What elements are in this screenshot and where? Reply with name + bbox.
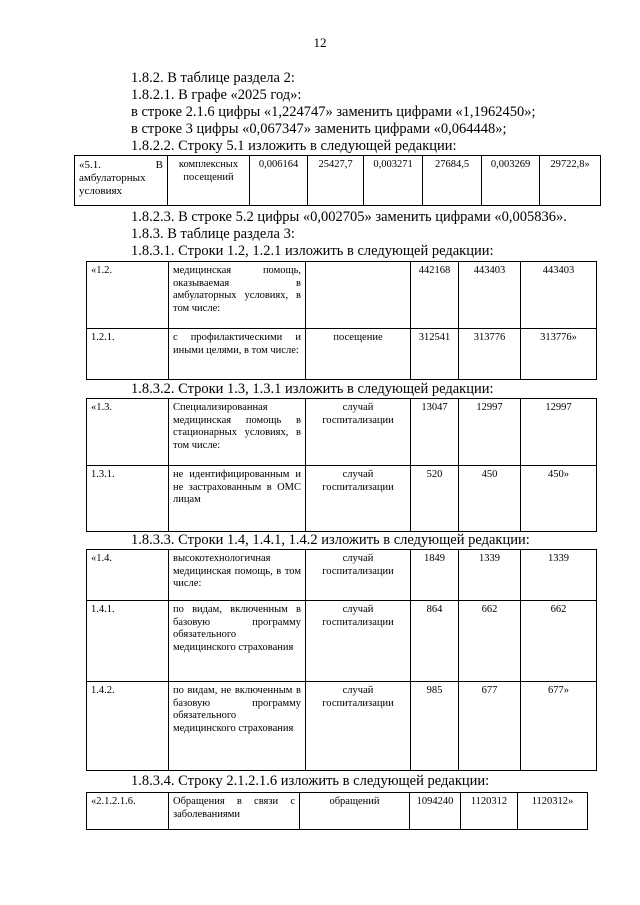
value-cell: 677 [459,682,521,771]
value-cell: 1094240 [410,793,461,830]
table-row [87,793,588,830]
unit-cell: случай госпитализации [306,601,411,682]
item-1-8-2-2: 1.8.2.2. Строку 5.1 изложить в следующей редакции: [131,138,457,154]
unit-cell: случай госпитализации [306,466,411,532]
item-1-8-2-3: 1.8.2.3. В строке 5.2 цифры «0,002705» заменить цифрами «0,005836». [131,209,567,225]
value-cell: 450 [459,466,521,532]
value-cell: 662 [459,601,521,682]
item-1-8-3: 1.8.3. В таблице раздела 3: [131,226,295,242]
item-1-8-3-2: 1.8.3.2. Строки 1.3, 1.3.1 изложить в следующей редакции: [131,381,494,397]
value-cell: 1339 [521,550,597,601]
value-cell: 12997 [459,399,521,466]
unit-cell: посещение [306,329,411,380]
value-cell: 443403 [459,262,521,329]
value-cell: 27684,5 [423,156,482,206]
row-name: по видам, включенным в базовую программу обязательного медицинского страхования [169,601,306,682]
value-cell: 312541 [411,329,459,380]
instruction-row-2-1-6: в строке 2.1.6 цифры «1,224747» заменить цифрами «1,1962450»; [131,104,536,120]
value-cell: 442168 [411,262,459,329]
table-rows-1-4 [86,549,597,771]
value-cell: 0,003271 [364,156,423,206]
row-code: «1.2. [87,262,169,329]
table-row [87,399,597,466]
table-row [87,682,597,771]
row-code: «1.4. [87,550,169,601]
row-name: высокотехнологичная медицинская помощь, в том числе: [169,550,306,601]
value-cell: 313776» [521,329,597,380]
row-code: «5.1. [79,159,101,171]
item-1-8-3-4: 1.8.3.4. Строку 2.1.2.1.6 изложить в следующей редакции: [131,773,490,789]
instruction-row-3: в строке 3 цифры «0,067347» заменить цифрами «0,064448»; [131,121,507,137]
value-cell: 1120312» [518,793,588,830]
value-cell: 520 [411,466,459,532]
unit-cell: комплексных посещений [168,156,250,206]
value-cell: 0,006164 [250,156,308,206]
value-cell: 677» [521,682,597,771]
value-cell: 313776 [459,329,521,380]
value-cell: 985 [411,682,459,771]
table-row-5-1 [74,155,601,206]
row-code: «2.1.2.1.6. [87,793,169,830]
item-1-8-3-1: 1.8.3.1. Строки 1.2, 1.2.1 изложить в следующей редакции: [131,243,494,259]
row-code: 1.4.2. [87,682,169,771]
page-number: 12 [313,35,327,50]
row-code-tail: В [155,159,163,171]
value-cell: 29722,8» [540,156,601,206]
item-1-8-2: 1.8.2. В таблице раздела 2: [131,70,295,86]
row-code: 1.4.1. [87,601,169,682]
row-code: 1.3.1. [87,466,169,532]
table-row [87,601,597,682]
value-cell: 443403 [521,262,597,329]
row-name: не идентифицированным и не застрахованным в ОМС лицам [169,466,306,532]
row-code: «1.3. [87,399,169,466]
unit-cell: случай госпитализации [306,399,411,466]
table-row [87,550,597,601]
value-cell: 1849 [411,550,459,601]
row-name: Обращения в связи с заболеваниями [169,793,300,830]
row-name: амбулаторных условиях [79,172,146,197]
value-cell: 12997 [521,399,597,466]
table-row [87,262,597,329]
table-row [75,156,601,206]
value-cell: 0,003269 [482,156,540,206]
row-name: с профилактическими и иными целями, в том числе: [169,329,306,380]
row-name: медицинская помощь, оказываемая в амбулаторных условиях, в том числе: [169,262,306,329]
row-code-cell [75,156,168,206]
value-cell: 1339 [459,550,521,601]
item-1-8-2-1: 1.8.2.1. В графе «2025 год»: [131,87,302,103]
value-cell: 1120312 [461,793,518,830]
unit-cell [306,262,411,329]
value-cell: 25427,7 [308,156,364,206]
row-code: 1.2.1. [87,329,169,380]
row-name: Специализированная медицинская помощь в стационарных условиях, в том числе: [169,399,306,466]
unit-cell: случай госпитализации [306,550,411,601]
table-rows-1-2 [86,261,597,380]
unit-cell: обращений [300,793,410,830]
unit-cell: случай госпитализации [306,682,411,771]
value-cell: 13047 [411,399,459,466]
table-row-2-1-2-1-6 [86,792,588,830]
value-cell: 662 [521,601,597,682]
item-1-8-3-3: 1.8.3.3. Строки 1.4, 1.4.1, 1.4.2 изложить в следующей редакции: [131,532,530,548]
value-cell: 864 [411,601,459,682]
row-name: по видам, не включенным в базовую программу обязательного медицинского страхования [169,682,306,771]
table-row [87,466,597,532]
table-rows-1-3 [86,398,597,532]
value-cell: 450» [521,466,597,532]
table-row [87,329,597,380]
